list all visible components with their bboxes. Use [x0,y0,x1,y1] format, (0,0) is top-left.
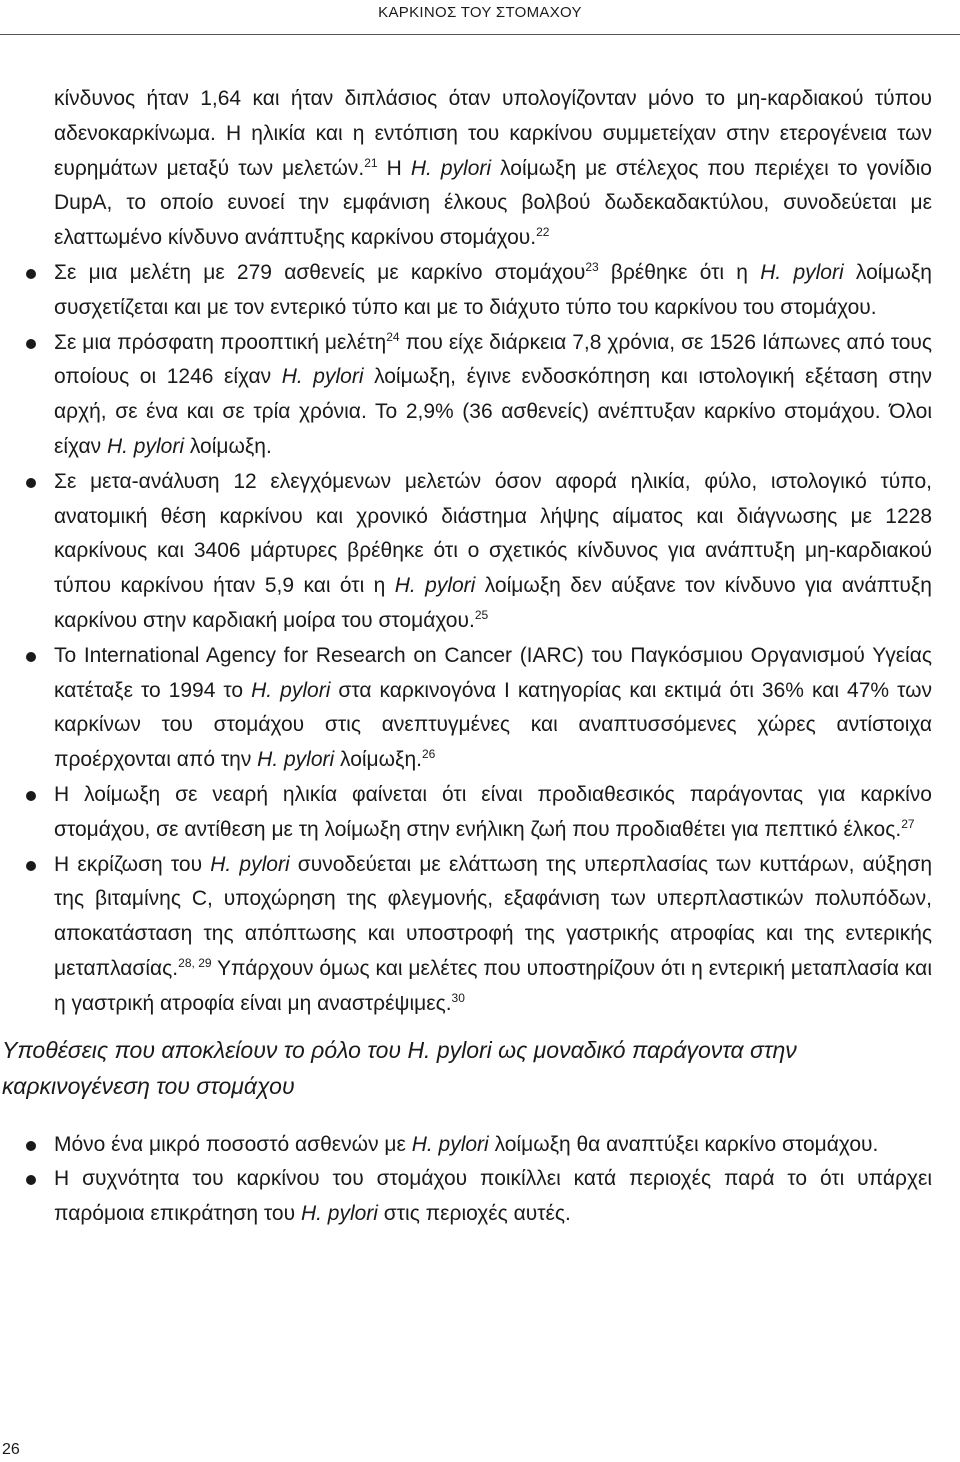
species-name: H. pylori [407,1036,492,1063]
species-name: H. pylori [394,574,476,598]
page-body [0,82,960,1232]
bullet-icon [26,652,36,662]
running-title: ΚΑΡΚΙΝΟΣ ΤΟΥ ΣΤΟΜΑΧΟΥ [378,4,582,21]
bullet-icon [26,478,36,488]
reference-26: 26 [421,747,436,762]
list-item: To International Agency for Research on Cancer (IARC) του Παγκόσμιου Οργανισμού Υγείας κατέταξε το 1994 το H. pylori στα καρκινογόνα Ι κατηγορίας και εκτιμά ότι 36% και 47% των καρκίνων του στομάχου στις ανεπτυγμένες και αναπτυσσόμενες χώρες αντίστοιχα προέρχονται από την H. pylori λοίμωξη.$^{26}$ [0,639,960,778]
reference-28-29: 28, 29 [178,955,212,970]
species-name: H. pylori [281,365,364,389]
list-item: Η εκρίζωση του H. pylori συνοδεύεται με ελάττωση της υπερπλασίας των κυττάρων, αύξηση της βιταμίνης C, υποχώρηση της φλεγμονής, εξαφάνιση των υπερπλαστικών πολυπόδων, αποκατάσταση της απόπτωσης και υποστροφή της γαστρικής ατροφίας και της εντερικής μεταπλασίας.$^{28, 29}$ Υπάρχουν όμως και μελέτες που υποστηρίζουν ότι η εντερική μεταπλασία και η γαστρική ατροφία είναι μη αναστρέψιμες.$^{30}$ [0,848,960,1022]
header-divider [0,34,960,35]
species-name: H. pylori [410,156,492,180]
list-item: Σε μια μελέτη με 279 ασθενείς με καρκίνο στομάχου$^{23}$ βρέθηκε ότι η H. pylori λοίμωξη συσχετίζεται και με τον εντερικό τύπο και με το διάχυτο τύπο του καρκίνου του στομάχου. [0,256,960,326]
species-name: H. pylori [251,678,331,702]
bullet-icon [26,1175,36,1185]
reference-21: 21 [364,155,378,170]
reference-24: 24 [386,329,400,344]
reference-22: 22 [536,225,550,240]
reference-27: 27 [901,816,915,831]
list-item: Η συχνότητα του καρκίνου του στομάχου ποικίλλει κατά περιοχές παρά το ότι υπάρχει παρόμοια επικράτηση του H. pylori στις περιοχές αυτές. [0,1162,960,1232]
list-item: Η λοίμωξη σε νεαρή ηλικία φαίνεται ότι είναι προδιαθεσικός παράγοντας για καρκίνο στομάχου, σε αντίθεση με τη λοίμωξη στην ενήλικη ζωή που προδιαθέτει για πεπτικό έλκος.$^{27}$ [0,778,960,848]
reference-30: 30 [451,990,465,1005]
species-name: H. pylori [210,852,290,876]
reference-23: 23 [585,259,599,274]
bullet-icon [26,1141,36,1151]
species-name: H. pylori [257,748,335,772]
bullet-icon [26,269,36,279]
bullet-icon [26,791,36,801]
bullet-icon [26,339,36,349]
list-item: Μόνο ένα μικρό ποσοστό ασθενών με H. pylori λοίμωξη θα αναπτύξει καρκίνο στομάχου. [0,1128,960,1163]
species-name: H. pylori [760,260,844,284]
bullet-icon [26,861,36,871]
running-header [0,0,960,34]
reference-25: 25 [474,607,489,622]
species-name: H. pylori [411,1132,489,1156]
species-name: H. pylori [300,1202,378,1226]
section-heading: Υποθέσεις που αποκλείουν το ρόλο του H. pylori ως μοναδικό παράγοντα στην καρκινογένεση του στομάχου [2,1036,797,1099]
intro-paragraph: κίνδυνος ήταν 1,64 και ήταν διπλάσιος όταν υπολογίζονταν μόνο το μη-καρδιακού τύπου αδενοκαρκίνωμα. Η ηλικία και η εντόπιση του καρκίνου συμμετείχαν στην ετερογένεια των ευρημάτων μεταξύ των μελετών.$^{21}$ Η H. pylori λοίμωξη με στέλεχος που περιέχει το γονίδιο DupA, το οποίο ευνοεί την εμφάνιση έλκους βολβού δωδεκαδακτύλου, συνοδεύεται με ελαττωμένο κίνδυνο ανάπτυξης καρκίνου στομάχου.$^{22}$ [54,87,932,250]
list-item: Σε μια πρόσφατη προοπτική μελέτη$^{24}$ που είχε διάρκεια 7,8 χρόνια, σε 1526 Ιάπωνες από τους οποίους οι 1246 είχαν H. pylori λοίμωξη, έγινε ενδοσκόπηση και ιστολογική εξέταση στην αρχή, σε ένα και σε τρία χρόνια. Το 2,9% (36 ασθενείς) ανέπτυξαν καρκίνο στομάχου. Όλοι είχαν H. pylori λοίμωξη. [0,326,960,465]
list-item: Σε μετα-ανάλυση 12 ελεγχόμενων μελετών όσον αφορά ηλικία, φύλο, ιστολογικό τύπο, ανατομική θέση καρκίνου και χρονικό διάστημα λήψης αίματος και διάγνωσης με 1228 καρκίνους και 3406 μάρτυρες βρέθηκε ότι ο σχετικός κίνδυνος για ανάπτυξη μη-καρδιακού τύπου καρκίνου ήταν 5,9 και ότι η H. pylori λοίμωξη δεν αύξανε τον κίνδυνο για ανάπτυξη καρκίνου στην καρδιακή μοίρα του στομάχου.$^{25}$ [0,465,960,639]
species-name: H. pylori [106,434,184,458]
page-number: 26 [2,1441,20,1458]
